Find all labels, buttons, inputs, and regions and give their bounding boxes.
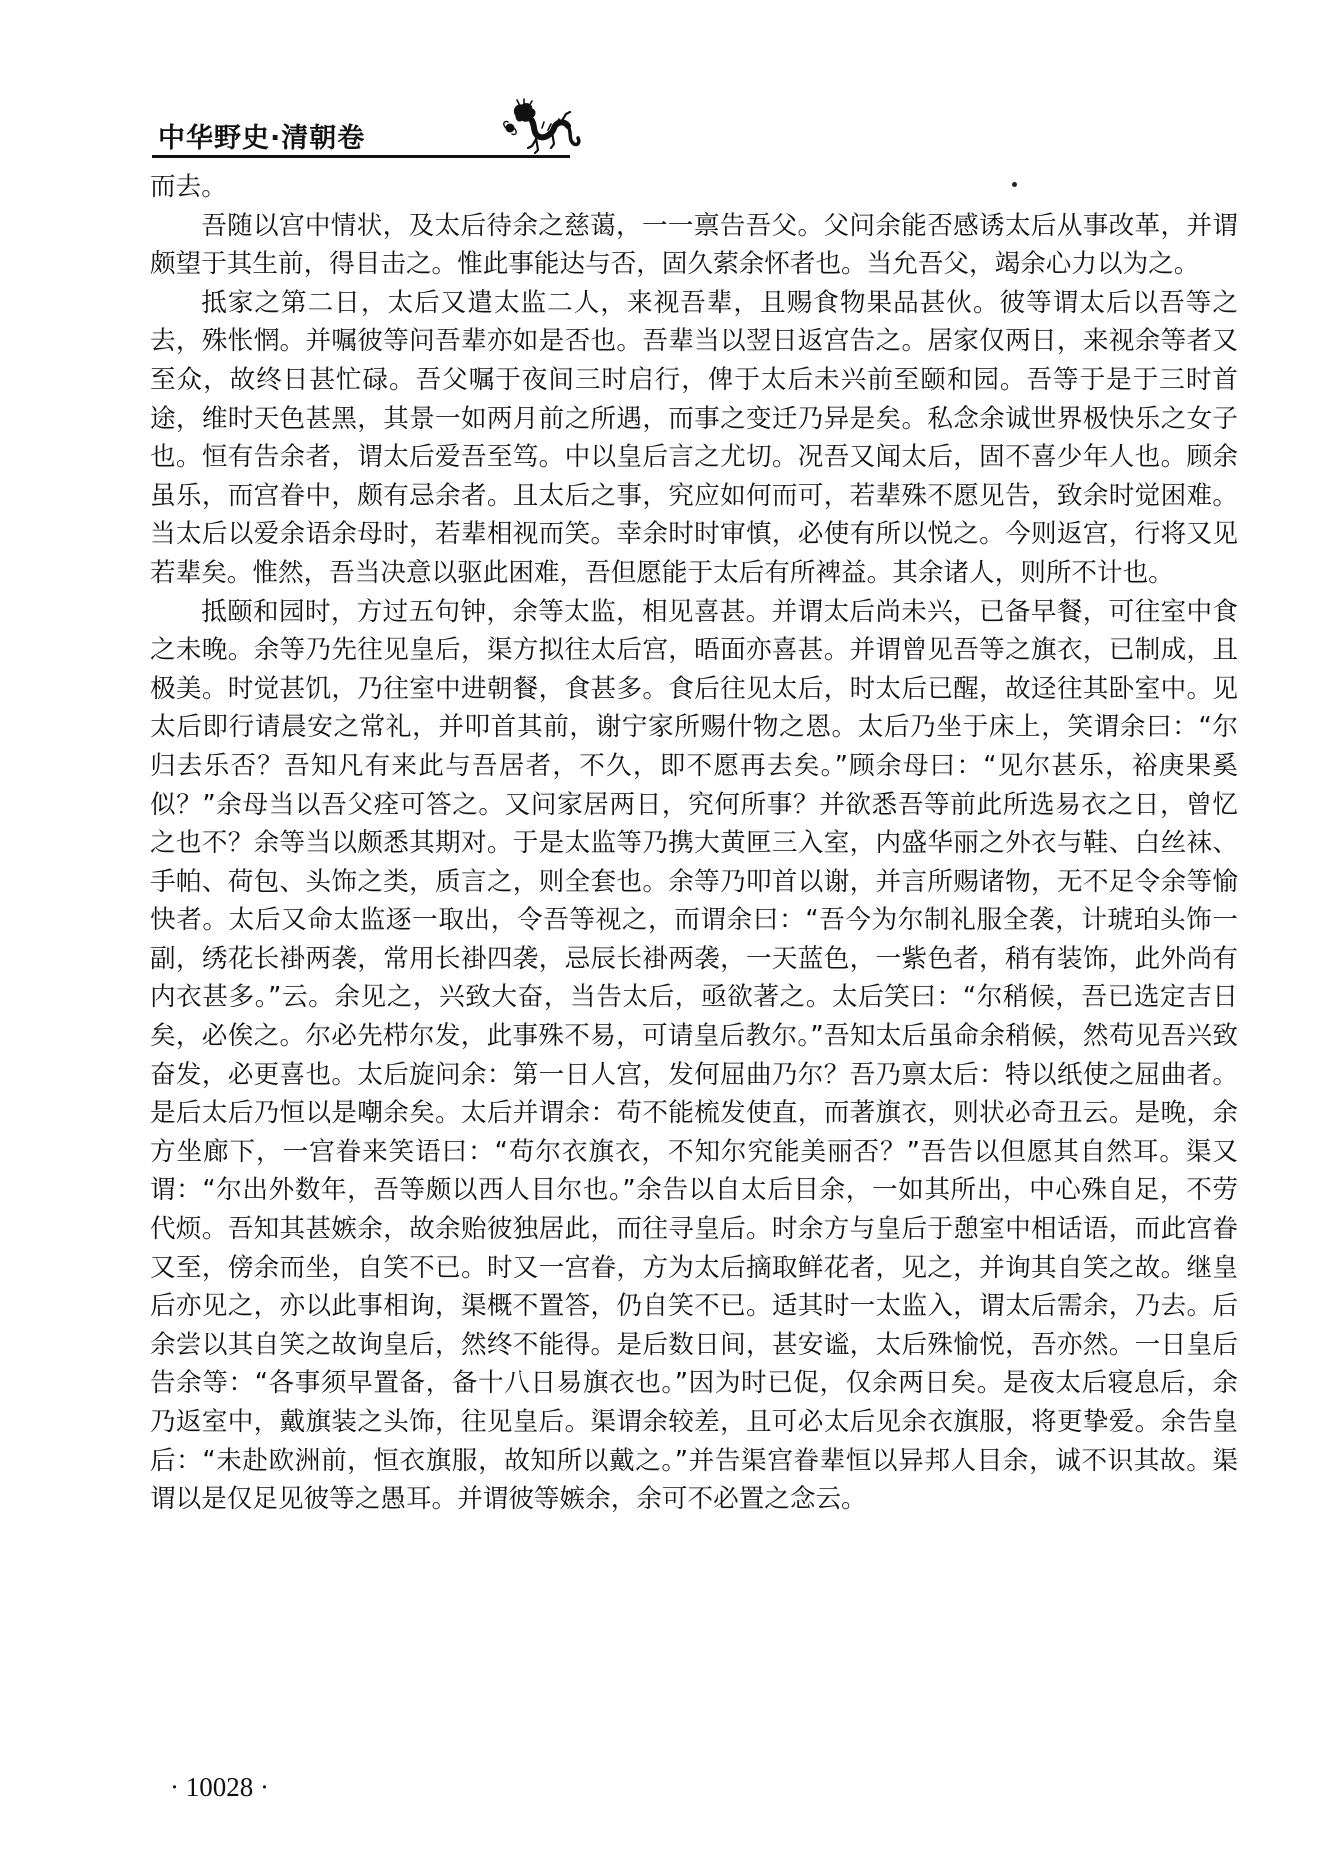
running-header	[152, 110, 570, 158]
header-rule	[152, 155, 570, 158]
paragraph: 抵家之第二日，太后又遣太监二人，来视吾辈，且赐食物果品甚伙。彼等谓太后以吾等之去，殊怅惘。并嘱彼等问吾辈亦如是否也。吾辈当以翌日返宫告之。居家仅两日，来视余等者又至众，故终日甚忙碌。吾父嘱于夜间三时启行，俾于太后未兴前至颐和园。吾等于是于三时首途，维时天色甚黑，其景一如两月前之所遇，而事之变迁乃异是矣。私念余诚世界极快乐之女子也。恒有告余者，谓太后爱吾至笃。中以皇后言之尤切。况吾又闻太后，固不喜少年人也。顾余虽乐，而宫眷中，颇有忌余者。且太后之事，究应如何而可，若辈殊不愿见告，致余时觉困难。当太后以爱余语余母时，若辈相视而笑。幸余时时审慎，必使有所以悦之。今则返宫，行将又见若辈矣。惟然，吾当决意以驱此困难，吾但愿能于太后有所裨益。其余诸人，则所不计也。	[150, 287, 1238, 588]
paragraph: 抵颐和园时，方过五句钟，余等太监，相见喜甚。并谓太后尚未兴，已备早餐，可往室中食之未晚。余等乃先往见皇后，渠方拟往太后宫，晤面亦喜甚。并谓曾见吾等之旗衣，已制成，且极美。时觉甚饥，乃往室中进朝餐，食甚多。食后往见太后，时太后已醒，故迳往其卧室中。见太后即行请晨安之常礼，并叩首其前，谢宁家所赐什物之恩。太后乃坐于床上，笑谓余曰：“尔归去乐否？吾知凡有来此与吾居者，不久，即不愿再去矣。”顾余母曰：“见尔甚乐，裕庚果奚似？”余母当以吾父痊可答之。又问家居两日，究何所事？并欲悉吾等前此所选易衣之日，曾忆之也不？余等当以颇悉其期对。于是太监等乃携大黄匣三入室，内盛华丽之外衣与鞋、白丝袜、手帕、荷包、头饰之类，质言之，则全套也。余等乃叩首以谢，并言所赐诸物，无不足令余等愉快者。太后又命太监逐一取出，令吾等视之，而谓余曰：“吾今为尔制礼服全袭，计琥珀头饰一副，绣花长褂两袭，常用长褂四袭，忌辰长褂两袭，一天蓝色，一紫色者，稍有装饰，此外尚有内衣甚多。”云。余见之，兴致大奋，当告太后，亟欲著之。太后笑曰：“尔稍候，吾已选定吉日矣，必俟之。尔必先栉尔发，此事殊不易，可请皇后教尔。”吾知太后虽命余稍候，然苟见吾兴致奋发，必更喜也。太后旋问余：第一日人宫，发何屈曲乃尔？吾乃禀太后：特以纸使之屈曲者。是后太后乃恒以是嘲余矣。太后并谓余：苟不能梳发使直，而著旗衣，则状必奇丑云。是晚，余方坐廊下，一宫眷来笑语曰：“苟尔衣旗衣，不知尔究能美丽否？”吾告以但愿其自然耳。渠又谓：“尔出外数年，吾等颇以西人目尔也。”余告以自太后目余，一如其所出，中心殊自足，不劳代烦。吾知其甚嫉余，故余贻彼独居此，而往寻皇后。时余方与皇后于憩室中相话语，而此宫眷又至，傍余而坐，自笑不已。时又一宫眷，方为太后摘取鲜花者，见之，并询其自笑之故。继皇后亦见之，亦以此事相询，渠概不置答，仍自笑不已。适其时一太监入，谓太后需余，乃去。后余尝以其自笑之故询皇后，然终不能得。是后数日间，甚安谧，太后殊愉悦，吾亦然。一日皇后告余等：“各事须早置备，备十八日易旗衣也。”因为时已促，仅余两日矣。是夜太后寝息后，余乃返室中，戴旗装之头饰，往见皇后。渠谓余较差，且可必太后见余衣旗服，将更挚爱。余告皇后：“未赴欧洲前，恒衣旗服，故知所以戴之。”并告渠宫眷辈恒以异邦人目余，诚不识其故。渠谓以是仅足见彼等之愚耳。并谓彼等嫉余，余可不必置之念云。	[150, 596, 1238, 1515]
dragon-icon	[502, 98, 582, 156]
paragraph: 吾随以宫中情状，及太后待余之慈蔼，一一禀告吾父。父问余能否感诱太后从事改革，并谓颇望于其生前，得目击之。惟此事能达与否，固久萦余怀者也。当允吾父，竭余心力以为之。	[150, 210, 1238, 280]
page-number: · 10028 ·	[170, 1772, 269, 1802]
paragraph-continuation: 而去。	[150, 172, 227, 202]
body-text	[150, 168, 1238, 1519]
book-title: 中华野史·清朝卷	[158, 123, 366, 154]
